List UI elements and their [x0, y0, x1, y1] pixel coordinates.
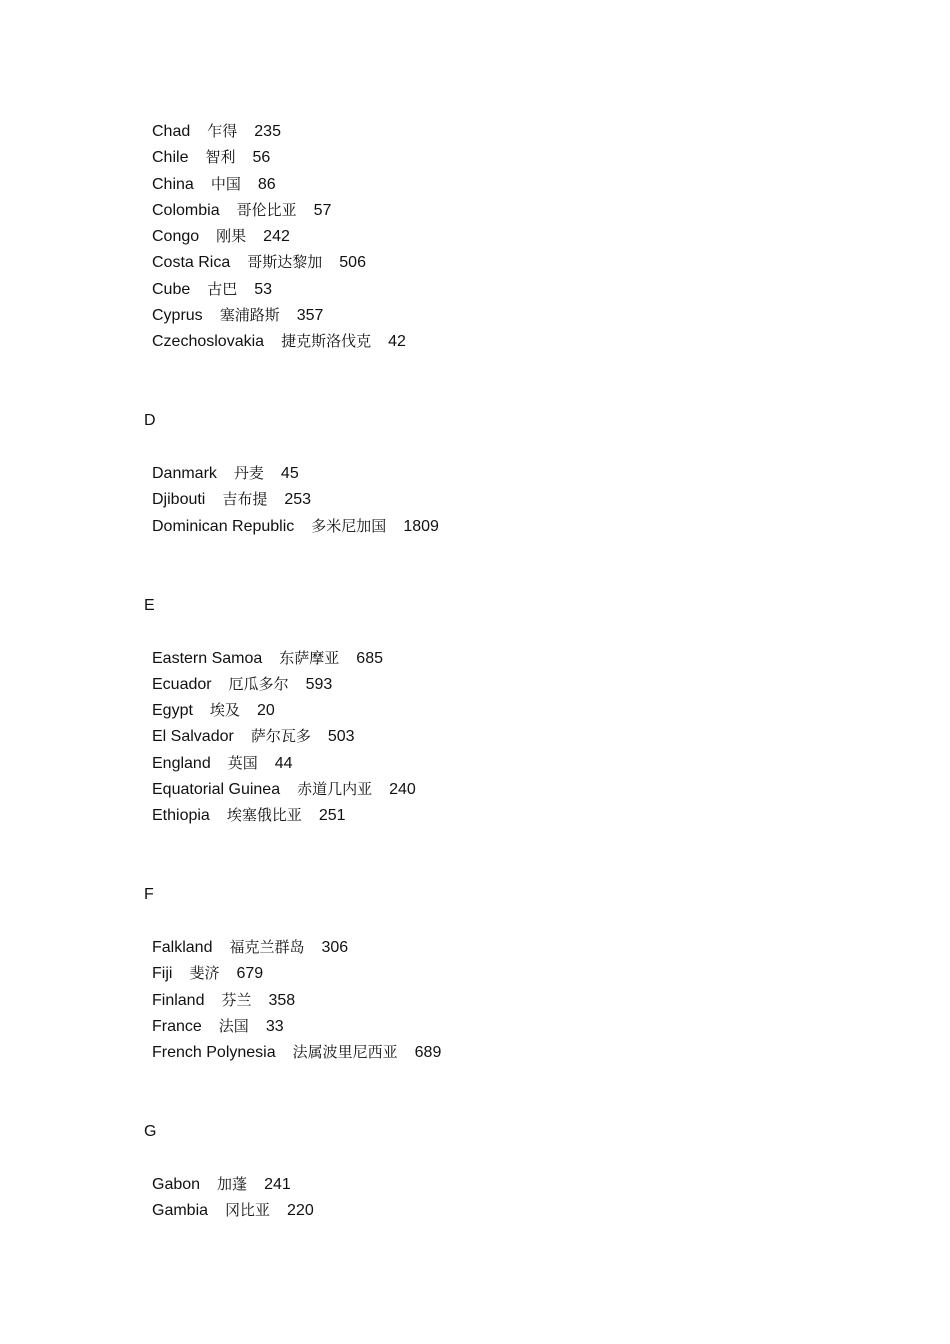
- country-name-cn: 塞浦路斯: [219, 306, 280, 324]
- country-code: 593: [305, 676, 333, 693]
- country-name-cn: 法属波里尼西亚: [292, 1043, 398, 1061]
- country-code: 689: [414, 1044, 442, 1061]
- country-name-cn: 赤道几内亚: [297, 780, 373, 798]
- country-code: 235: [254, 123, 281, 140]
- country-name-en: Costa Rica: [152, 254, 231, 271]
- country-code: 240: [389, 781, 416, 798]
- country-name-cn: 厄瓜多尔: [228, 675, 289, 693]
- country-code: 53: [254, 281, 273, 298]
- country-name-en: England: [152, 755, 211, 772]
- country-name-en: Fiji: [152, 965, 173, 982]
- country-name-cn: 法国: [218, 1017, 249, 1035]
- country-name-cn: 捷克斯洛伐克: [281, 332, 372, 350]
- country-code: 33: [265, 1018, 284, 1035]
- entry-row: [152, 753, 293, 774]
- country-name-cn: 萨尔瓦多: [250, 727, 311, 745]
- country-name-cn: 斐济: [189, 964, 220, 982]
- country-name-cn: 多米尼加国: [311, 517, 387, 535]
- country-name-cn: 哥伦比亚: [236, 201, 297, 219]
- country-name-en: Danmark: [152, 465, 217, 482]
- entry-row: [152, 805, 346, 826]
- country-name-en: Colombia: [152, 202, 220, 219]
- entry-row: [152, 937, 348, 958]
- country-name-cn: 埃塞俄比亚: [226, 806, 302, 824]
- entry-row: [152, 700, 275, 721]
- country-name-cn: 芬兰: [221, 991, 252, 1009]
- entry-row: [152, 1200, 314, 1221]
- entry-row: [152, 226, 290, 247]
- country-name-en: Finland: [152, 992, 205, 1009]
- country-code: 20: [256, 702, 275, 719]
- entry-row: [152, 516, 439, 537]
- country-name-cn: 埃及: [209, 701, 240, 719]
- country-name-en: Chile: [152, 149, 189, 166]
- country-name-cn: 东萨摩亚: [279, 649, 340, 667]
- country-code: 251: [318, 807, 346, 824]
- country-name-en: Cyprus: [152, 307, 203, 324]
- country-name-en: Chad: [152, 123, 191, 140]
- country-code: 357: [296, 307, 324, 324]
- country-code: 44: [274, 755, 293, 772]
- entry-row: [152, 779, 416, 800]
- country-name-en: Falkland: [152, 939, 213, 956]
- country-code: 57: [313, 202, 332, 219]
- country-name-en: Ethiopia: [152, 807, 210, 824]
- entry-row: [152, 489, 311, 510]
- entry-row: [152, 1042, 441, 1063]
- country-code: 1809: [403, 518, 439, 535]
- section-letter: D: [144, 412, 156, 429]
- entry-row: [152, 990, 295, 1011]
- entry-row: [152, 200, 331, 221]
- country-name-en: Eastern Samoa: [152, 650, 263, 667]
- country-name-cn: 吉布提: [222, 490, 268, 508]
- country-code: 685: [356, 650, 383, 667]
- country-code: 503: [327, 728, 355, 745]
- country-code: 242: [263, 228, 290, 245]
- country-name-en: Equatorial Guinea: [152, 781, 281, 798]
- country-name-en: Ecuador: [152, 676, 212, 693]
- country-code: 220: [287, 1202, 314, 1219]
- country-code: 56: [252, 149, 271, 166]
- entry-row: [152, 147, 270, 168]
- country-name-en: Czechoslovakia: [152, 333, 265, 350]
- entry-row: [152, 1016, 284, 1037]
- entry-row: [152, 674, 332, 695]
- country-name-cn: 福克兰群岛: [229, 938, 305, 956]
- entry-row: [152, 305, 323, 326]
- country-code: 45: [280, 465, 299, 482]
- country-name-en: Gabon: [152, 1176, 201, 1193]
- section-letter: G: [144, 1123, 157, 1140]
- country-name-en: French Polynesia: [152, 1044, 276, 1061]
- entry-row: [152, 279, 272, 300]
- country-code: 506: [339, 254, 366, 271]
- country-name-cn: 冈比亚: [225, 1201, 271, 1219]
- country-code: 358: [268, 992, 296, 1009]
- country-name-cn: 刚果: [216, 227, 247, 245]
- country-name-cn: 丹麦: [233, 464, 264, 482]
- entry-row: [152, 174, 276, 195]
- country-name-en: El Salvador: [152, 728, 234, 745]
- entry-row: [152, 1174, 291, 1195]
- country-name-cn: 哥斯达黎加: [247, 253, 323, 271]
- country-name-cn: 古巴: [207, 280, 238, 298]
- country-name-en: Egypt: [152, 702, 193, 719]
- country-code: 241: [264, 1176, 291, 1193]
- section-letter: F: [144, 886, 154, 903]
- entry-row: [152, 463, 299, 484]
- country-name-en: Congo: [152, 228, 200, 245]
- country-name-cn: 乍得: [207, 122, 238, 140]
- country-name-en: Gambia: [152, 1202, 209, 1219]
- entry-row: [152, 121, 281, 142]
- country-name-cn: 中国: [210, 175, 241, 193]
- country-code: 306: [321, 939, 349, 956]
- country-name-en: Dominican Republic: [152, 518, 295, 535]
- country-name-cn: 加蓬: [217, 1175, 248, 1193]
- country-name-cn: 智利: [205, 148, 236, 166]
- entry-row: [152, 726, 355, 747]
- country-name-cn: 英国: [227, 754, 258, 772]
- country-code: 42: [388, 333, 406, 350]
- country-name-en: France: [152, 1018, 202, 1035]
- country-name-en: Cube: [152, 281, 191, 298]
- entry-row: [152, 648, 383, 669]
- entry-row: [152, 252, 366, 273]
- entry-row: [152, 331, 406, 352]
- entry-row: [152, 963, 263, 984]
- country-code: 679: [236, 965, 264, 982]
- country-code: 253: [284, 491, 312, 508]
- country-name-en: China: [152, 176, 194, 193]
- section-letter: E: [144, 597, 155, 614]
- country-code: 86: [257, 176, 276, 193]
- country-name-en: Djibouti: [152, 491, 206, 508]
